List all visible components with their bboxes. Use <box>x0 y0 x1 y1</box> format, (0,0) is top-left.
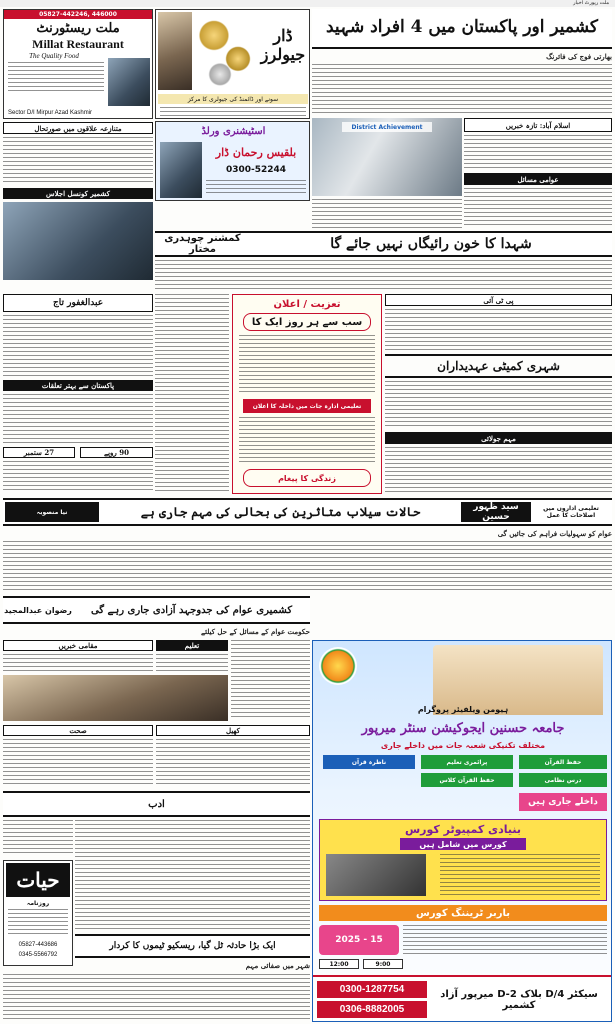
stationery-owner-photo <box>160 142 202 198</box>
commissioner-name: کمشنر چوہدری مختار <box>164 233 241 255</box>
row3-story-6 <box>75 820 310 930</box>
award-story <box>312 199 462 229</box>
stationery-phone: 0300-52244 <box>225 165 287 175</box>
row3-item-1: مقامی خبریں <box>3 640 153 651</box>
row3-headline-2-block <box>3 791 310 817</box>
left-box-4-text <box>3 461 153 491</box>
course-4: درس نظامی <box>519 773 607 787</box>
meeting-photo <box>3 675 228 721</box>
hayat-phone-1: 05827-443686 <box>18 941 58 948</box>
course-date: 2025 - 15 <box>319 925 399 955</box>
jewellers-line: سونے اور ڈائمنڈ کی جیولری کا مرکز <box>158 94 308 104</box>
notice-title: تعزیت / اعلان <box>273 298 341 310</box>
admission-open: داخلے جاری ہیں <box>519 793 607 811</box>
hayat-text <box>8 909 68 937</box>
bottom-story <box>3 974 310 1020</box>
time-2: 9:00 <box>363 959 403 969</box>
course-3: ناظرہ قرآن <box>323 755 415 769</box>
left-box-2-text <box>3 394 153 444</box>
restaurant-ad <box>3 9 153 119</box>
notice-text <box>239 335 375 395</box>
row2-subheadline: عوام کو سہولیات فراہم کی جائیں گی <box>497 529 612 538</box>
computer-course-box <box>319 819 607 901</box>
award-caption: District Achievement <box>342 122 432 132</box>
bottom-headline-block <box>75 934 310 958</box>
right-story-4 <box>385 381 612 429</box>
row3-headline: کشمیری عوام کی جدوجہد آزادی جاری رہے گی <box>90 604 293 616</box>
notice-text-2 <box>239 417 375 463</box>
row3-story-7 <box>3 820 73 856</box>
restaurant-address: Sector D/I Mirpur Azad Kashmir <box>8 110 93 116</box>
row2-left-title: سید ظہور حسین <box>461 502 531 522</box>
bottom-subheadline: شہر میں صفائی مہم <box>245 961 310 970</box>
top-strip: ملت رپورٹ اخبار <box>0 0 615 7</box>
commissioner-headline-block <box>155 231 612 257</box>
jewellers-name: ڈار جیولرز <box>260 26 306 64</box>
award-photo <box>312 118 462 196</box>
hayat-line: روزنامہ <box>26 899 50 907</box>
row3-headline-2: ادب <box>148 798 165 810</box>
row3-item-4: کھیل <box>156 725 310 736</box>
left-item-1: متنازعہ علاقوں میں صورتحال <box>3 122 153 134</box>
barber-course-title: باربر ٹریننگ کورس <box>319 905 607 921</box>
restaurant-owner-photo <box>108 58 150 106</box>
school-logo-icon <box>319 647 357 685</box>
commissioner-headline: شہدا کا خون رائیگاں نہیں جائے گا <box>330 236 532 252</box>
notice-bottom: زندگی کا پیغام <box>243 469 371 487</box>
main-story-text <box>312 64 612 116</box>
row3-story-5 <box>156 739 310 787</box>
hayat-phone-2: 0345-5566792 <box>18 951 58 958</box>
jewellery-image <box>196 12 256 90</box>
row2-story <box>3 541 612 591</box>
stationery-ad-title: اسٹیشنری ورلڈ <box>201 125 266 137</box>
jewellers-address <box>160 107 306 117</box>
computer-image <box>326 854 426 896</box>
left-box-3: 27 ستمبر <box>3 447 75 458</box>
school-address: سیکٹر D/4 بلاک D-2 میرپور آزاد کشمیر <box>440 989 598 1011</box>
left-box-2: پاکستان سے بہتر تعلقات <box>3 380 153 391</box>
main-subheadline: بھارتی فوج کی فائرنگ <box>546 52 612 61</box>
time-1: 12:00 <box>319 959 359 969</box>
right-story-3 <box>385 309 612 351</box>
row3-story-1 <box>3 654 153 672</box>
right-headline-2-block <box>385 354 612 378</box>
left-photo <box>3 202 153 280</box>
stationery-ad <box>155 121 310 201</box>
right-headline-2: شہری کمیٹی عہدیداران <box>437 359 560 373</box>
middle-left-story <box>155 294 229 494</box>
row3-story-4 <box>3 739 153 787</box>
row2-headline-block <box>3 498 612 526</box>
school-phone-2: 0306-8882005 <box>317 1001 427 1018</box>
restaurant-description <box>8 62 104 92</box>
main-headline: کشمیر اور پاکستان میں 4 افراد شہید <box>325 16 599 37</box>
row2-right-box: نیا منصوبہ <box>5 502 99 522</box>
row3-story-3 <box>156 654 228 672</box>
school-org: ہیومن ویلفیئر پروگرام <box>417 704 509 714</box>
stationery-address <box>206 180 306 196</box>
left-box-title: عبدالغفور تاج <box>3 294 153 312</box>
restaurant-phone: 05827-442246, 446000 <box>4 10 152 19</box>
right-item-1: اسلام آباد: تازہ خبریں <box>464 118 612 132</box>
bottom-headline: ایک بڑا حادثہ ٹل گیا، ریسکیو ٹیموں کا کردار <box>109 941 276 951</box>
left-box-4: 90 روپے <box>80 447 153 458</box>
right-story-5 <box>385 447 612 493</box>
school-phone-1: 0300-1287754 <box>317 981 427 998</box>
school-title: جامعہ حسنین ایجوکیشن سنٹر میرپور <box>361 720 565 736</box>
hayat-name: حیات <box>6 863 70 897</box>
row3-item-3: صحت <box>3 725 153 736</box>
row3-subheadline: حکومت عوام کے مسائل کے حل کیلئے <box>201 627 310 636</box>
school-subtitle: مختلف تکنیکی شعبہ جات میں داخلے جاری <box>380 741 546 750</box>
row3-story-2 <box>231 640 310 720</box>
school-contact-strip <box>313 975 611 1021</box>
left-story-1 <box>3 137 153 185</box>
row3-item-2: تعلیم <box>156 640 228 651</box>
restaurant-name-english: Millat Restaurant <box>32 37 124 51</box>
computer-course-title: بنیادی کمپیوٹر کورس <box>404 822 522 836</box>
row3-left-title: رضوان عبدالمجید <box>4 605 72 615</box>
notice-box <box>232 294 382 494</box>
commissioner-story <box>155 260 612 290</box>
notice-subtitle: سب سے ہر روز ایک کا <box>243 313 371 331</box>
row2-headline-b: تعلیمی اداروں میں اصلاحات کا عمل <box>543 505 599 519</box>
computer-course-sub: کورس میں شامل ہیں <box>400 838 526 850</box>
right-item-2: عوامی مسائل <box>464 173 612 185</box>
restaurant-name-urdu: ملت ریسٹورنٹ <box>36 20 120 36</box>
main-headline-block <box>312 9 612 49</box>
right-story-2 <box>464 188 612 228</box>
right-story-1 <box>464 135 612 170</box>
stationery-owner-name: بلقیس رحمان ڈار <box>215 145 297 159</box>
row2-headline: حالات سیلاب متاثرین کی بحالی کی مہم جاری ہے <box>140 505 421 519</box>
right-item-3: پی ٹی آئی <box>385 294 612 306</box>
restaurant-tagline: The Quality Food <box>29 51 79 60</box>
course-5: حفظ القرآن کلاس <box>421 773 513 787</box>
jewellers-ad <box>155 9 310 119</box>
left-box-text <box>3 315 153 377</box>
barber-course-text <box>403 925 607 955</box>
row3-headline-block <box>3 596 310 624</box>
school-ad <box>312 640 612 1022</box>
course-1: حفظ القرآن <box>519 755 607 769</box>
hayat-ad <box>3 860 73 966</box>
jewellery-model-photo <box>158 12 192 90</box>
computer-course-list <box>440 854 600 896</box>
course-2: پرائمری تعلیم <box>421 755 513 769</box>
right-headline-3: مہم جولائی <box>385 432 612 444</box>
left-item-2: کشمیر کونسل اجلاس <box>3 188 153 199</box>
notice-highlight: تعلیمی ادارہ جات میں داخلہ کا اعلان <box>243 399 371 413</box>
